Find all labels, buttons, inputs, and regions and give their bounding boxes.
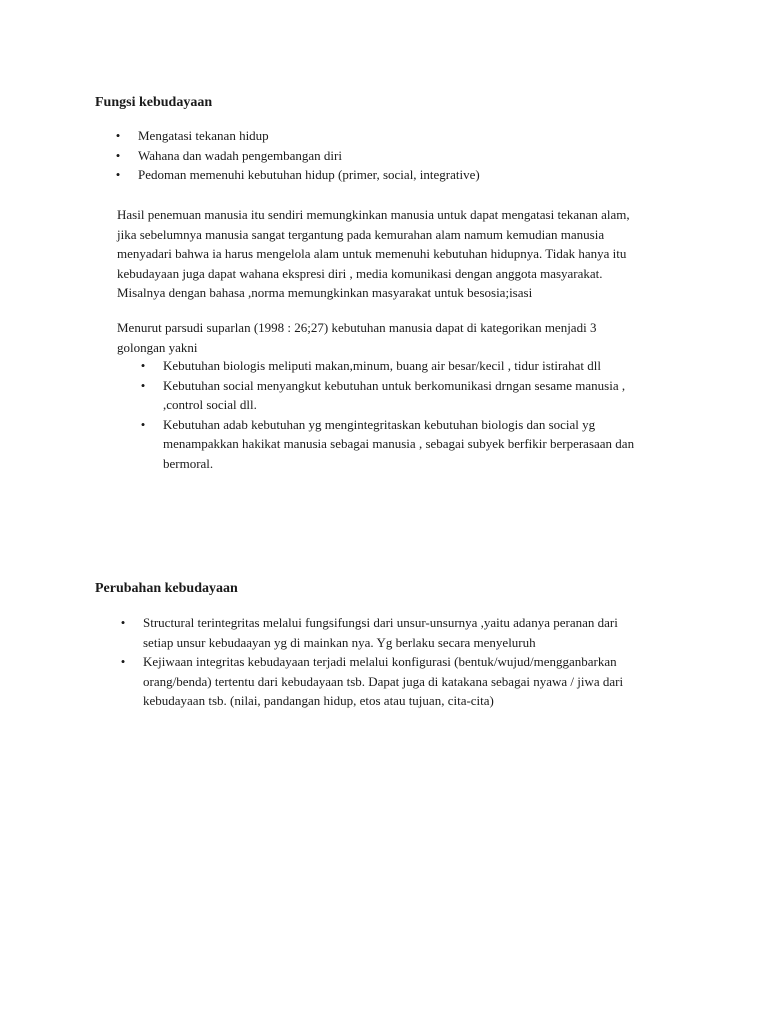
list-item: • Kejiwaan integritas kebudayaan terjadi melalui konfigurasi (bentuk/wujud/mengganbarkan orang/benda) tertentu dari kebudayaan tsb. Dapat juga di katakana sebagai nyawa / jiwa dari kebudayaan tsb. (nilai, pandangan hidup, etos atau tujuan, cita-cita) xyxy=(143,652,623,711)
bullet-icon: • xyxy=(120,654,126,669)
perubahan-bullet-list xyxy=(120,613,624,711)
list-item: • Kebutuhan social menyangkut kebutuhan untuk berkomunikasi drngan sesame manusia , ,control social dll. xyxy=(163,376,634,415)
list-item: • Mengatasi tekanan hidup xyxy=(138,126,480,146)
bullet-icon: • xyxy=(115,167,121,182)
list-item: • Structural terintegritas melalui fungsifungsi dari unsur-unsurnya ,yaitu adanya peranan dari setiap unsur kebudaayan yg di mainkan nya. Yg berlaku secara menyeluruh xyxy=(143,613,623,652)
section-heading-fungsi: Fungsi kebudayaan xyxy=(95,95,213,110)
fungsi-bullet-list xyxy=(115,126,480,185)
bullet-icon: • xyxy=(115,128,121,143)
section-heading-perubahan: Perubahan kebudayaan xyxy=(95,581,238,596)
kebutuhan-bullet-list xyxy=(140,356,635,473)
bullet-icon: • xyxy=(140,416,146,432)
list-item: • Kebutuhan adab kebutuhan yg mengintegritaskan kebutuhan biologis dan social yg menampakkan hakikat manusia sebagai manusia , sebagai subyek berfikir berperasaan dan bermoral. xyxy=(163,415,634,474)
list-item: • Pedoman memenuhi kebutuhan hidup (primer, social, integrative) xyxy=(138,165,480,185)
paragraph-menurut-parsudi: Menurut parsudi suparlan (1998 : 26;27) kebutuhan manusia dapat di kategorikan menjadi 3 golongan yakni xyxy=(117,320,597,355)
bullet-icon: • xyxy=(140,358,146,373)
bullet-icon: • xyxy=(140,377,146,393)
bullet-icon: • xyxy=(115,147,121,163)
list-item: • Wahana dan wadah pengembangan diri xyxy=(138,146,480,166)
list-item: • Kebutuhan biologis meliputi makan,minum, buang air besar/kecil , tidur istirahat dll xyxy=(163,356,634,376)
paragraph-hasil-penemuan: Hasil penemuan manusia itu sendiri memungkinkan manusia untuk dapat mengatasi tekanan alam, jika sebelumnya manusia sangat tergantung pada kemurahan alam namum kemudian manusia menyadari bahwa ia harus mengelola alam untuk memenuhi kebutuhan hidupnya. Tidak hanya itu kebudayaan juga dapat wahana ekspresi diri , media komunikasi dengan anggota masyarakat. Misalnya dengan bahasa ,norma memungkinkan masyarakat untuk besosia;isasi xyxy=(117,207,630,300)
bullet-icon: • xyxy=(120,615,126,630)
